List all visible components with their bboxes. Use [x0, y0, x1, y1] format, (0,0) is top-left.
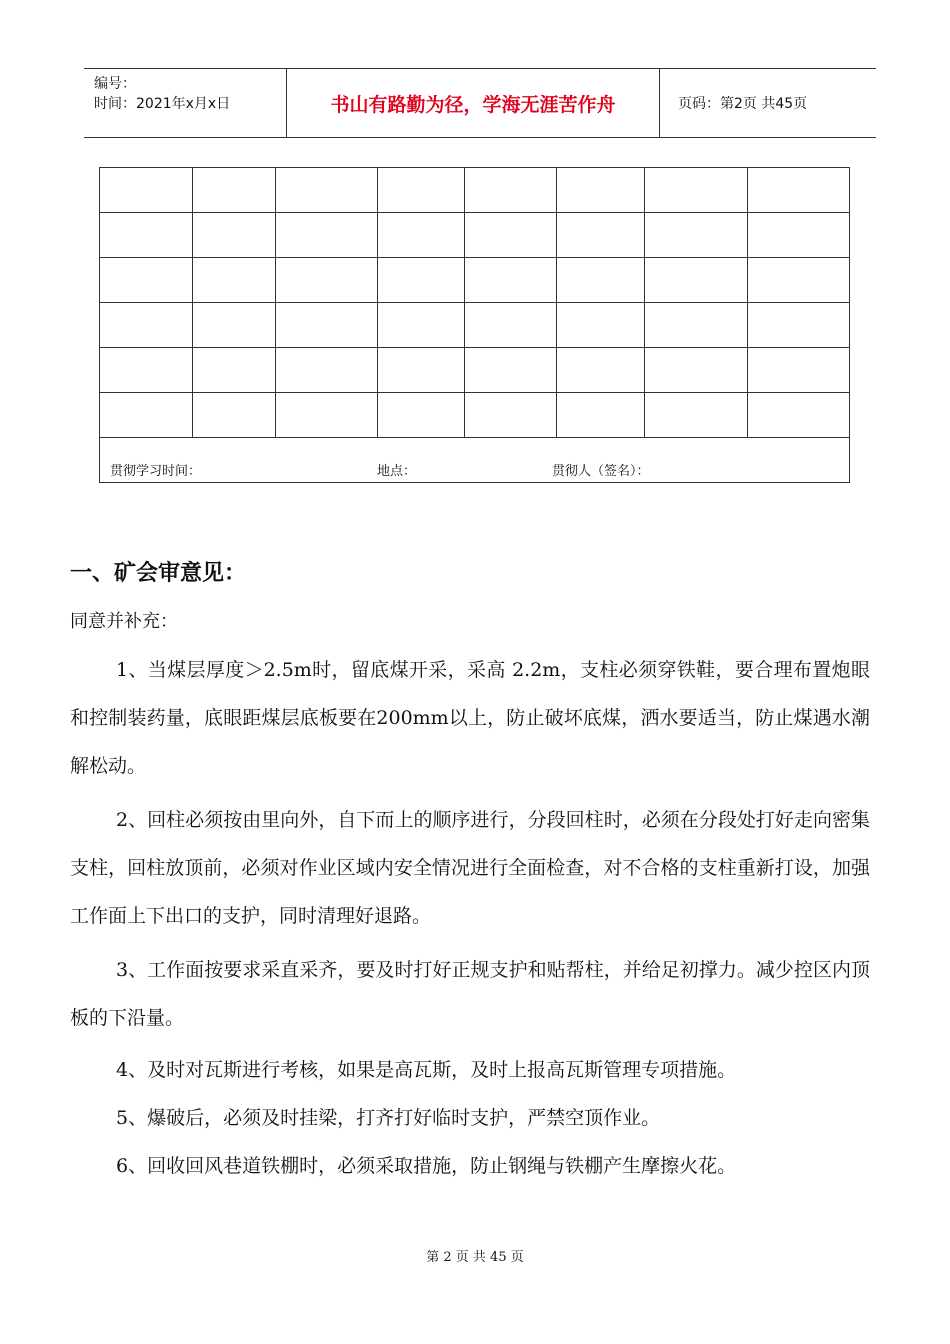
page-header: [84, 68, 876, 138]
table-row: [100, 213, 850, 258]
opinion-item-4: 4、及时对瓦斯进行考核，如果是高瓦斯，及时上报高瓦斯管理专项措施。: [116, 1059, 737, 1081]
number-label: 编号：: [94, 76, 136, 92]
header-motto: 书山有路勤为径，学海无涯苦作舟: [287, 69, 660, 137]
header-meta: [84, 69, 287, 137]
table-footer-row: [100, 438, 850, 483]
signature-table: [99, 167, 850, 483]
table-row: [100, 348, 850, 393]
page-footer: 第 2 页 共 45 页: [426, 1250, 524, 1265]
table-row: [100, 258, 850, 303]
header-page-info: [668, 69, 876, 137]
place-label: 地点：: [377, 464, 417, 479]
table-row: [100, 168, 850, 213]
opinion-item-5: 5、爆破后，必须及时挂梁，打齐打好临时支护，严禁空顶作业。: [116, 1107, 661, 1129]
table-row: [100, 393, 850, 438]
time-label: 时间：2021年x月x日: [94, 96, 231, 112]
opinion-item-2: 2、回柱必须按由里向外，自下而上的顺序进行，分段回柱时，必须在分段处打好走向密集支柱，回柱放顶前，必须对作业区域内安全情况进行全面检查，对不合格的支柱重新打设，加强工作面上下出口的支护，同时清理好退路。: [70, 809, 870, 927]
opinion-item-3: 3、工作面按要求采直采齐，要及时打好正规支护和贴帮柱，并给足初撑力。减少控区内顶板的下沿量。: [70, 959, 870, 1029]
opinion-item-6: 6、回收回风巷道铁棚时，必须采取措施，防止钢绳与铁棚产生摩擦火花。: [116, 1155, 737, 1177]
section-intro: 同意并补充：: [70, 611, 178, 632]
table-footer-cell: [100, 438, 850, 483]
page-info-text: 页码：第2页 共45页: [678, 96, 808, 112]
table-row: [100, 303, 850, 348]
opinion-item-1: 1、当煤层厚度＞2.5m时，留底煤开采，采高 2.2m，支柱必须穿铁鞋，要合理布置炮眼和控制装药量，底眼距煤层底板要在200mm以上，防止破坏底煤，洒水要适当，防止煤遇水潮解松动。: [70, 659, 870, 777]
study-time-label: 贯彻学习时间：: [110, 464, 202, 479]
signer-label: 贯彻人（签名）：: [552, 464, 650, 479]
section-title: 一、矿会审意见：: [70, 561, 247, 586]
